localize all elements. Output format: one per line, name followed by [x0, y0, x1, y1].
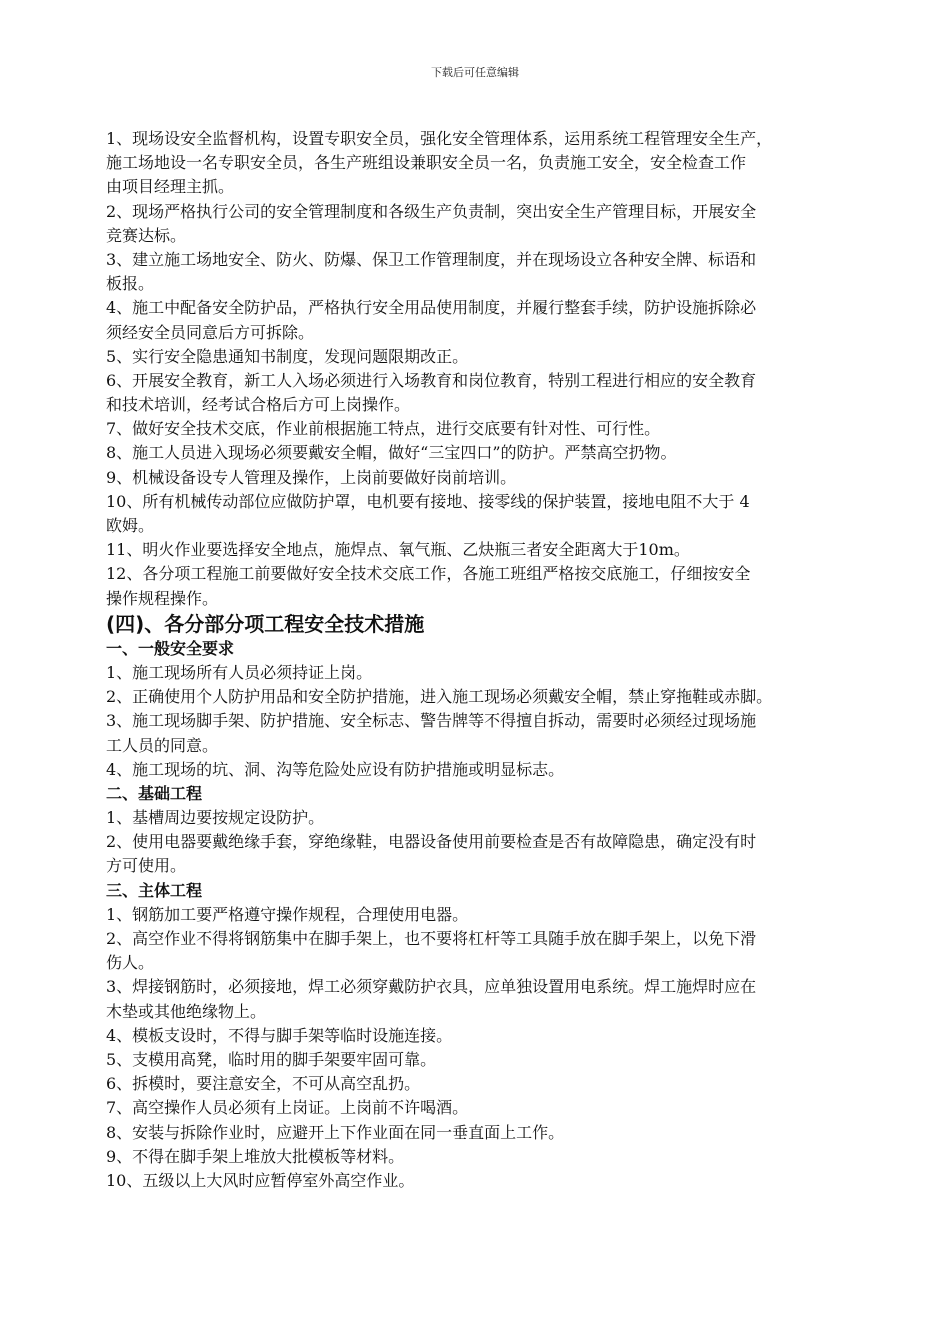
text-line: 7、做好安全技术交底，作业前根据施工特点，进行交底要有针对性、可行性。 — [106, 419, 661, 439]
text-line: 8、安装与拆除作业时，应避开上下作业面在同一垂直面上工作。 — [106, 1122, 565, 1142]
list-item — [106, 369, 890, 417]
list-item — [106, 1048, 890, 1072]
subsection-title-main-structure: 三、主体工程 — [106, 880, 203, 900]
list-item — [106, 562, 890, 610]
subsection-title-foundation: 二、基础工程 — [106, 783, 203, 803]
list-item — [106, 927, 890, 975]
main-structure-list — [106, 903, 890, 1193]
text-line: 板报。 — [106, 274, 155, 294]
list-item — [106, 127, 890, 200]
list-item — [106, 1024, 890, 1048]
list-item — [106, 1096, 890, 1120]
text-line: 6、拆模时，要注意安全，不可从高空乱扔。 — [106, 1074, 421, 1094]
text-line: 须经安全员同意后方可拆除。 — [106, 322, 315, 342]
text-line: 工人员的同意。 — [106, 735, 219, 755]
section-title: (四)、各分部分项工程安全技术措施 — [106, 611, 425, 636]
text-line: 欧姆。 — [106, 516, 155, 535]
list-item — [106, 345, 890, 369]
text-line: 1、施工现场所有人员必须持证上岗。 — [106, 662, 373, 682]
list-item — [106, 1145, 890, 1169]
list-item — [106, 806, 890, 830]
list-item — [106, 296, 890, 344]
text-line: 2、高空作业不得将钢筋集中在脚手架上，也不要将杠杆等工具随手放在脚手架上，以免下滑 — [106, 929, 757, 948]
text-line: 2、使用电器要戴绝缘手套，穿绝缘鞋，电器设备使用前要检查是否有故障隐患，确定没有时 — [106, 832, 757, 852]
text-line: 1、基槽周边要按规定设防护。 — [106, 808, 325, 828]
text-line: 4、施工中配备安全防护品，严格执行安全用品使用制度，并履行整套手续，防护设施拆除必 — [106, 298, 757, 318]
text-line: 木垫或其他绝缘物上。 — [106, 1001, 267, 1021]
list-item — [106, 709, 890, 757]
list-item — [106, 248, 890, 296]
text-line: 9、不得在脚手架上堆放大批模板等材料。 — [106, 1146, 405, 1166]
list-item — [106, 466, 890, 490]
list-item — [106, 538, 890, 562]
text-line: 10、所有机械传动部位应做防护罩，电机要有接地、接零线的保护装置，接地电阻不大于 4 — [106, 491, 750, 511]
text-line: 3、施工现场脚手架、防护措施、安全标志、警告牌等不得擅自拆动，需要时必须经过现场施 — [106, 711, 757, 731]
text-line: 伤人。 — [106, 953, 155, 973]
list-item — [106, 200, 890, 248]
text-line: 11、明火作业要选择安全地点，施焊点、氧气瓶、乙炔瓶三者安全距离大于10m。 — [106, 540, 690, 560]
list-item — [106, 685, 890, 709]
list-item — [106, 903, 890, 927]
list-item — [106, 661, 890, 685]
text-line: 施工场地设一名专职安全员，各生产班组设兼职安全员一名，负责施工安全，安全检查工作 — [106, 153, 747, 173]
text-line: 9、机械设备设专人管理及操作，上岗前要做好岗前培训。 — [106, 467, 517, 487]
list-item — [106, 975, 890, 1023]
foundation-list — [106, 806, 890, 879]
list-item — [106, 1072, 890, 1096]
text-line: 1、现场设安全监督机构，设置专职安全员，强化安全管理体系，运用系统工程管理安全生产， — [106, 129, 773, 148]
text-line: 4、施工现场的坑、洞、沟等危险处应设有防护措施或明显标志。 — [106, 759, 565, 779]
text-line: 5、支模用高凳，临时用的脚手架要牢固可靠。 — [106, 1049, 437, 1069]
list-item — [106, 1169, 890, 1193]
text-line: 5、实行安全隐患通知书制度，发现问题限期改正。 — [106, 346, 469, 366]
list-item — [106, 758, 890, 782]
list-item — [106, 441, 890, 465]
text-line: 竞赛达标。 — [106, 225, 187, 245]
text-line: 7、高空操作人员必须有上岗证。上岗前不许喝酒。 — [106, 1098, 469, 1118]
text-line: 10、五级以上大风时应暂停室外高空作业。 — [106, 1170, 415, 1190]
text-line: 1、钢筋加工要严格遵守操作规程，合理使用电器。 — [106, 904, 469, 924]
text-line: 和技术培训，经考试合格后方可上岗操作。 — [106, 395, 411, 415]
text-line: 2、现场严格执行公司的安全管理制度和各级生产负责制，突出安全生产管理目标，开展安全 — [106, 201, 757, 221]
list-item — [106, 490, 890, 538]
text-line: 3、建立施工场地安全、防火、防爆、保卫工作管理制度，并在现场设立各种安全牌、标语和 — [106, 249, 757, 269]
list-item — [106, 417, 890, 441]
text-line: 8、施工人员进入现场必须要戴安全帽，做好“三宝四口”的防护。严禁高空扔物。 — [106, 443, 677, 463]
text-line: 2、正确使用个人防护用品和安全防护措施，进入施工现场必须戴安全帽，禁止穿拖鞋或赤脚。 — [106, 687, 773, 707]
safety-measures-list — [106, 127, 890, 611]
page-header: 下载后可任意编辑 — [431, 66, 519, 79]
text-line: 方可使用。 — [106, 856, 187, 876]
text-line: 操作规程操作。 — [106, 588, 219, 608]
text-line: 由项目经理主抓。 — [106, 177, 235, 197]
text-line: 6、开展安全教育，新工人入场必须进行入场教育和岗位教育，特别工程进行相应的安全教育 — [106, 370, 757, 390]
general-requirements-list — [106, 661, 890, 782]
list-item — [106, 1121, 890, 1145]
text-line: 12、各分项工程施工前要做好安全技术交底工作，各施工班组严格按交底施工，仔细按安全 — [106, 564, 751, 584]
text-line: 4、模板支设时，不得与脚手架等临时设施连接。 — [106, 1025, 453, 1045]
text-line: 3、焊接钢筋时，必须接地，焊工必须穿戴防护衣具，应单独设置用电系统。焊工施焊时应在 — [106, 977, 757, 997]
list-item — [106, 830, 890, 878]
subsection-title-general: 一、一般安全要求 — [106, 638, 235, 658]
document-body — [106, 127, 890, 1193]
